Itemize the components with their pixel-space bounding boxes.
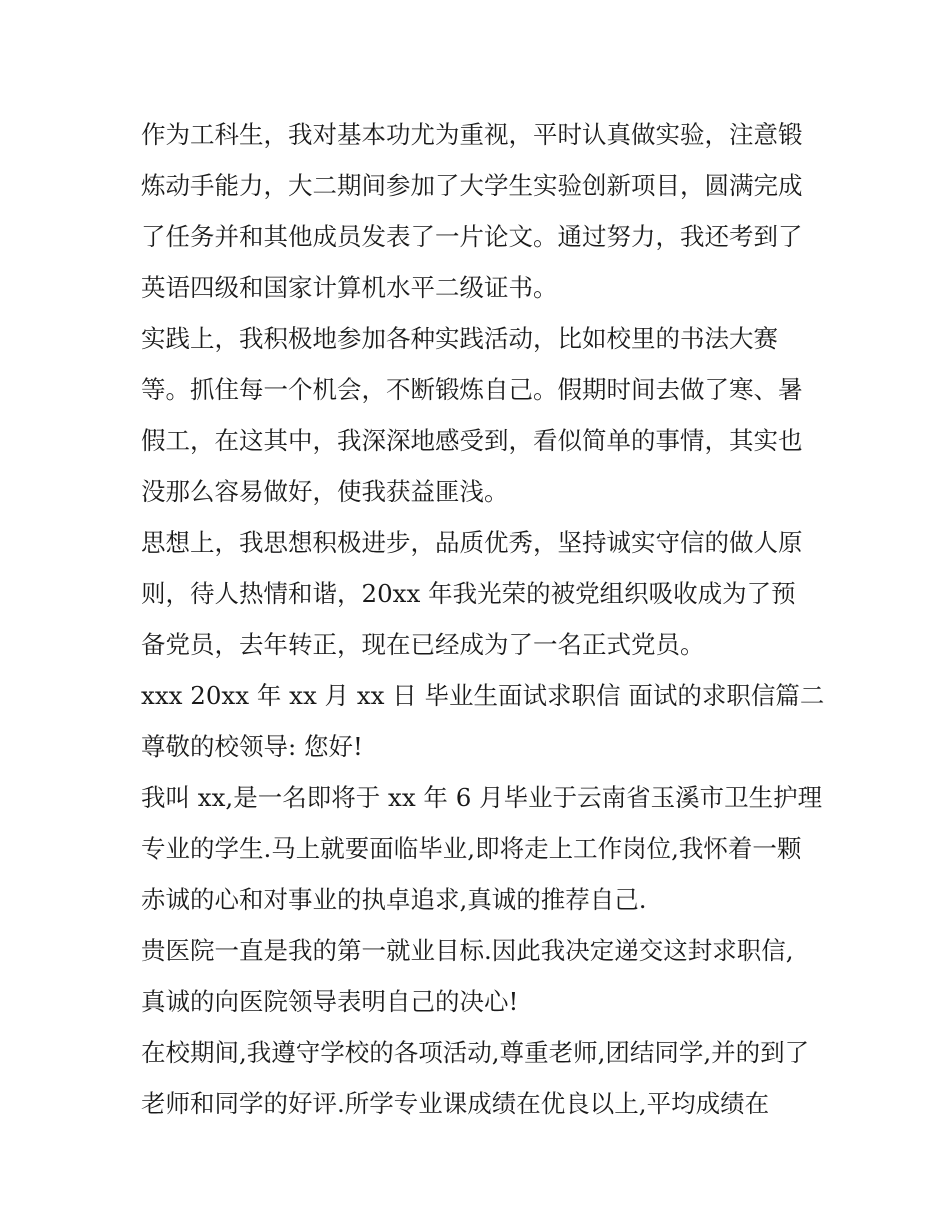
paragraph-line: 则，待人热情和谐，20xx 年我光荣的被党组织吸收成为了预 bbox=[141, 579, 796, 608]
paragraph-line: 真诚的向医院领导表明自己的决心! bbox=[141, 987, 519, 1016]
paragraph-line: 实践上，我积极地参加各种实践活动，比如校里的书法大赛 bbox=[141, 324, 778, 353]
salutation-line: 尊敬的校领导: 您好! bbox=[141, 732, 363, 761]
paragraph-line: 假工，在这其中，我深深地感受到，看似简单的事情，其实也 bbox=[141, 426, 803, 455]
paragraph-line: 思想上，我思想积极进步，品质优秀，坚持诚实守信的做人原 bbox=[141, 528, 803, 557]
paragraph-line: 在校期间,我遵守学校的各项活动,尊重老师,团结同学,并的到了 bbox=[141, 1038, 810, 1067]
paragraph-line: 了任务并和其他成员发表了一片论文。通过努力，我还考到了 bbox=[141, 222, 803, 251]
paragraph-line: 老师和同学的好评.所学专业课成绩在优良以上,平均成绩在 bbox=[141, 1089, 770, 1118]
paragraph-line: 贵医院一直是我的第一就业目标.因此我决定递交这封求职信, bbox=[141, 936, 794, 965]
paragraph-line: 赤诚的心和对事业的执卓追求,真诚的推荐自己. bbox=[141, 885, 647, 914]
paragraph-line: 作为工科生，我对基本功尤为重视，平时认真做实验，注意锻 bbox=[141, 120, 803, 149]
paragraph-line: 我叫 xx,是一名即将于 xx 年 6 月毕业于云南省玉溪市卫生护理 bbox=[141, 783, 823, 812]
paragraph-line: 没那么容易做好，使我获益匪浅。 bbox=[141, 477, 509, 506]
document-page bbox=[141, 109, 825, 1129]
paragraph-line: 等。抓住每一个机会，不断锻炼自己。假期时间去做了寒、暑 bbox=[141, 375, 803, 404]
paragraph-line: 专业的学生.马上就要面临毕业,即将走上工作岗位,我怀着一颗 bbox=[141, 834, 802, 863]
paragraph-line: 炼动手能力，大二期间参加了大学生实验创新项目，圆满完成 bbox=[141, 171, 803, 200]
paragraph-line: 英语四级和国家计算机水平二级证书。 bbox=[141, 273, 558, 302]
letter-heading-line: xxx 20xx 年 xx 月 xx 日 毕业生面试求职信 面试的求职信篇二 bbox=[141, 681, 825, 710]
paragraph-line: 备党员，去年转正，现在已经成为了一名正式党员。 bbox=[141, 630, 705, 659]
